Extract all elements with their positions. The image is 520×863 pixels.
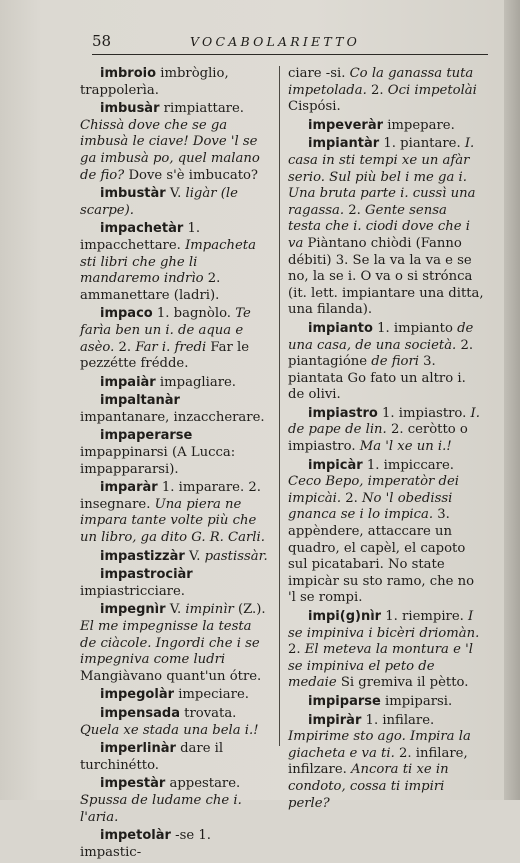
dictionary-entry <box>288 458 484 607</box>
headword: impaperarse <box>100 428 193 444</box>
definition-text: impepare. <box>383 117 455 133</box>
left-column <box>80 66 270 863</box>
headword: impianto <box>308 320 373 336</box>
dictionary-entry <box>80 741 270 774</box>
dictionary-entry <box>288 136 484 319</box>
headword: impiastro <box>308 405 378 421</box>
example-text: Ma 'l xe un i.! <box>359 439 452 455</box>
dictionary-entry <box>80 549 270 566</box>
dictionary-entry <box>288 406 484 456</box>
definition-text: 1. imparare. 2. insegnare. <box>80 480 261 512</box>
headword: impeveràr <box>308 117 384 133</box>
definition-text: V. <box>165 186 186 202</box>
definition-text: 1. infilare. <box>361 712 435 728</box>
example-text: Impacheta sti libri che ghe li mandaremo indrìo <box>80 237 256 287</box>
example-text: No 'l obedissi gnanca se i lo impica. <box>288 490 453 523</box>
dictionary-entry <box>288 66 484 116</box>
definition-text: 2. <box>114 339 136 355</box>
headword: impastrociàr <box>100 567 193 583</box>
dictionary-entry <box>80 776 270 826</box>
definition-text: V. <box>184 548 205 564</box>
headword: impaiàr <box>100 374 156 390</box>
dictionary-entry <box>80 101 270 184</box>
page-header <box>92 30 488 55</box>
dictionary-entry <box>80 828 270 861</box>
example-text: Gente sensa testa che i. ciodi dove che i va <box>288 202 471 251</box>
headword: impegnìr <box>100 602 166 618</box>
headword: impetolàr <box>100 828 171 844</box>
definition-text: Far le pezzétte frédde. <box>80 339 250 372</box>
definition-text: appestare. <box>165 776 241 792</box>
definition-text: 1. piantare. <box>379 136 465 152</box>
dictionary-entry <box>288 321 484 404</box>
definition-text: 1. bagnòlo. <box>152 306 236 322</box>
definition-text: 1. impianto <box>372 320 458 336</box>
example-text: Ceco Bepo, imperatòr dei impicài. <box>288 474 460 506</box>
definition-text: 2. <box>288 642 305 658</box>
dictionary-entry <box>288 118 484 135</box>
definition-text: Si gremiva il pètto. <box>336 675 469 691</box>
headword: impiràr <box>308 712 362 728</box>
example-text: Te farìa ben un i. de aqua e asèo. <box>80 306 251 355</box>
dictionary-entry <box>80 306 270 372</box>
definition-text: impantanare, inzaccherare. <box>80 409 265 425</box>
column-divider <box>279 66 280 746</box>
example-text: Spussa de ludame che i. l'aria. <box>80 792 242 825</box>
definition-text: impappinarsi (A Lucca: impappararsi). <box>80 445 236 477</box>
headword: imparàr <box>100 480 158 496</box>
headword: imperlinàr <box>100 741 176 757</box>
running-title: VOCABOLARIETTO <box>190 34 361 49</box>
example-text: impinìr <box>185 602 234 618</box>
example-text: El me impegnisse la testa de ciàcole. Ingordi che i se impegniva come ludri <box>80 619 260 668</box>
definition-text: imbròglio, trappolerìa. <box>80 66 229 98</box>
example-text: Una piera ne impara tante volte più che un libro, ga dito G. R. Carli. <box>80 496 265 546</box>
headword: impi(g)nìr <box>308 609 382 624</box>
example-text: Quela xe stada una bela i.! <box>80 722 259 738</box>
headword: imbustàr <box>100 186 166 202</box>
dictionary-entry <box>80 66 270 99</box>
right-column <box>288 66 484 814</box>
example-text: de fiori <box>371 354 419 370</box>
example-text: Impirime sto ago. Impira la giacheta e va ti. <box>288 729 471 761</box>
example-text: I. casa in sti tempi xe un afàr serio. Sul più bel i me ga i. Una bruta parte i. cussì una ragassa. <box>288 136 476 218</box>
dictionary-entry <box>80 480 270 546</box>
example-text: Far i. fredi <box>135 339 207 355</box>
definition-text: ciare -si. <box>288 66 350 81</box>
headword: impastizzàr <box>100 548 185 564</box>
page-number: 58 <box>92 32 112 50</box>
definition-text: 1. impiastro. <box>377 405 471 421</box>
definition-text: impagliare. <box>155 374 236 390</box>
definition-text: 2. infilare, infilzare. <box>288 745 468 778</box>
dictionary-entry <box>80 186 270 219</box>
dictionary-entry <box>80 567 270 600</box>
example-text: Co la ganassa tuta impetolada. <box>288 66 474 98</box>
headword: impicàr <box>308 457 363 473</box>
example-text: Ancora ti xe in condoto, cossa ti impiri perle? <box>288 762 449 811</box>
definition-text: 1. impacchettare. <box>80 221 201 253</box>
dictionary-entry <box>80 687 270 704</box>
definition-text: 2. <box>341 490 363 506</box>
definition-text: dare il turchinétto. <box>80 741 224 773</box>
example-text: ligàr (le scarpe). <box>80 186 238 218</box>
definition-text: (Z.). <box>233 602 266 618</box>
definition-text: impeciare. <box>174 687 249 703</box>
headword: impestàr <box>100 776 166 792</box>
dictionary-entry <box>80 706 270 739</box>
definition-text: impiparsi. <box>380 693 453 709</box>
definition-text: 2. piantagióne <box>288 337 474 370</box>
definition-text: 2. ammanettare (ladri). <box>80 271 221 303</box>
definition-text: impiastricciare. <box>80 583 185 599</box>
headword: impaltanàr <box>100 393 180 409</box>
dictionary-entry <box>80 375 270 392</box>
headword: impachetàr <box>100 221 184 237</box>
example-text: I. de pape de lin. <box>288 405 480 438</box>
definition-text: 1. impiccare. <box>362 457 454 473</box>
definition-text: 2. ceròtto o impiastro. <box>288 422 468 455</box>
dictionary-entry <box>80 428 270 478</box>
dictionary-entry <box>80 602 270 685</box>
definition-text: V. <box>165 602 186 618</box>
dictionary-entry <box>80 221 270 304</box>
example-text: de una casa, de una società. <box>288 320 474 353</box>
headword: impiantàr <box>308 136 380 152</box>
example-text: El meteva la montura e 'l se impiniva el peto de medaie <box>288 642 473 691</box>
definition-text: 3. piantata Go fato un altro i. de olivi. <box>288 354 466 403</box>
definition-text: 2. <box>344 202 366 218</box>
dictionary-columns <box>80 66 490 860</box>
example-text: pastissàr. <box>204 548 268 564</box>
headword: imbusàr <box>100 101 160 117</box>
example-text: Chissà dove che se ga imbusà le ciave! Dove 'l se ga imbusà po, quel malano de fio? <box>80 117 260 183</box>
headword: impensada <box>100 705 180 721</box>
dictionary-entry <box>80 393 270 426</box>
definition-text: 3. appèndere, attaccare un quadro, el capèl, el capoto sul picatabari. No state impicàr su sto ramo, che no 'l se rompi. <box>288 507 475 606</box>
example-text: I se impiniva i bicèri driomàn. <box>288 609 480 641</box>
headword: imbroio <box>100 66 157 81</box>
headword: impaco <box>100 306 153 322</box>
headword: impiparse <box>308 693 381 709</box>
definition-text: Piàntano chiòdi (Fanno débiti) 3. Se la va la va e se no, la se i. O va o si strónca (it. lett. impiantare una ditta, una filanda). <box>288 235 484 318</box>
example-text: Oci impetolài <box>387 82 477 98</box>
definition-text: Mangiàvano quant'un ótre. <box>80 668 262 684</box>
definition-text: Cispósi. <box>288 99 341 115</box>
definition-text: 1. riempire. <box>381 609 469 624</box>
dictionary-entry <box>288 713 484 813</box>
definition-text: Dove s'è imbucato? <box>124 167 259 183</box>
definition-text: rimpiattare. <box>159 101 244 117</box>
headword: impegolàr <box>100 687 175 703</box>
definition-text: -se 1. impastic- <box>80 828 211 860</box>
dictionary-entry <box>288 694 484 711</box>
definition-text: trovata. <box>179 705 237 721</box>
definition-text: 2. <box>366 82 388 98</box>
dictionary-entry <box>288 609 484 692</box>
book-spine-shadow <box>504 0 520 800</box>
